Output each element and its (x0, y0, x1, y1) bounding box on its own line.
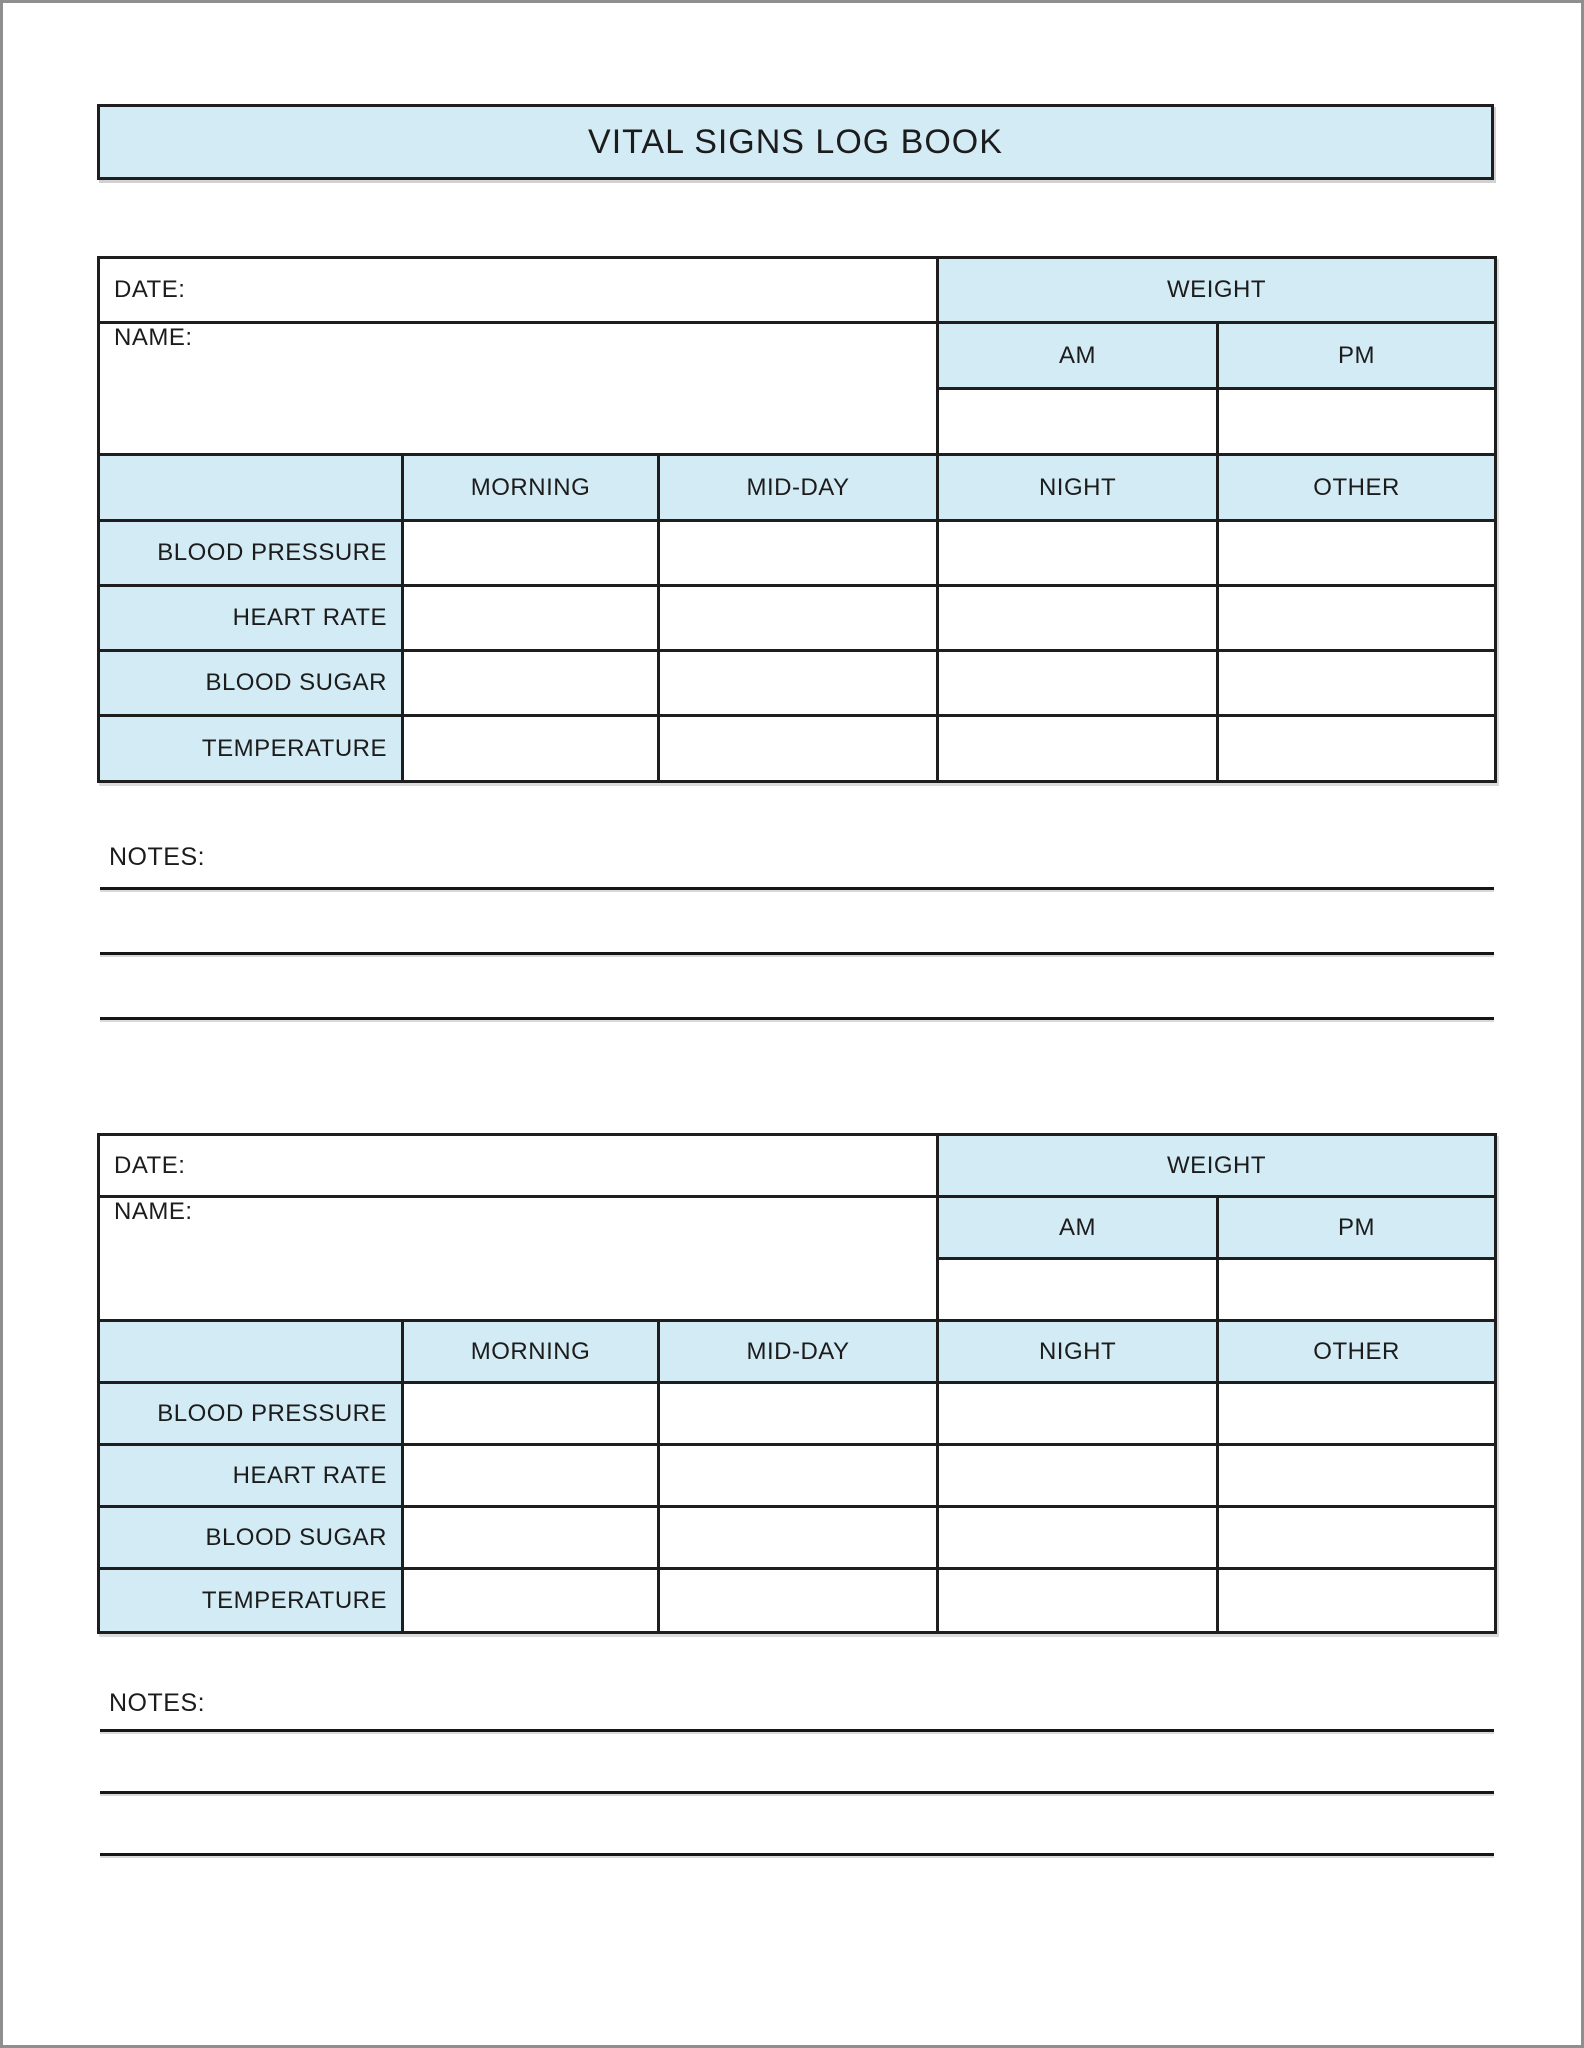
date-field[interactable] (99, 1135, 938, 1197)
value-cell[interactable] (403, 1445, 659, 1507)
value-cell[interactable] (659, 651, 938, 716)
column-header-morning (403, 1321, 659, 1383)
weight-pm-header (1218, 323, 1496, 389)
page-title: VITAL SIGNS LOG BOOK (97, 104, 1494, 180)
value-cell[interactable] (659, 716, 938, 782)
weight-header (938, 258, 1496, 323)
column-header-night (938, 455, 1218, 521)
pm-label: PM (1338, 1213, 1376, 1241)
notes-label: NOTES: (109, 1689, 206, 1717)
am-label: AM (1059, 341, 1097, 369)
value-cell[interactable] (1218, 586, 1496, 651)
column-header-mid-day (659, 1321, 938, 1383)
value-cell[interactable] (938, 1445, 1218, 1507)
value-cell[interactable] (1218, 651, 1496, 716)
notes-line[interactable] (100, 1017, 1494, 1020)
weight-header (938, 1135, 1496, 1197)
value-cell[interactable] (659, 521, 938, 586)
morning-label: MORNING (470, 473, 591, 501)
heart-rate-label: HEART RATE (232, 604, 387, 631)
column-header-morning (403, 455, 659, 521)
value-cell[interactable] (938, 521, 1218, 586)
date-field[interactable] (99, 258, 938, 323)
row-header-blood-sugar (99, 651, 403, 716)
notes-line[interactable] (100, 1729, 1494, 1732)
column-header-other (1218, 1321, 1496, 1383)
temperature-label: TEMPERATURE (201, 1586, 387, 1614)
name-field[interactable] (99, 323, 938, 455)
column-header-night (938, 1321, 1218, 1383)
value-cell[interactable] (1218, 1445, 1496, 1507)
value-cell[interactable] (1218, 1383, 1496, 1445)
row-header-temperature (99, 1569, 403, 1633)
temperature-label: TEMPERATURE (201, 734, 387, 762)
value-cell[interactable] (659, 1445, 938, 1507)
other-label: OTHER (1313, 1337, 1400, 1365)
corner-cell (99, 455, 403, 521)
heart-rate-label: HEART RATE (232, 1461, 387, 1489)
row-header-blood-sugar (99, 1507, 403, 1569)
value-cell[interactable] (403, 521, 659, 586)
value-cell[interactable] (403, 1383, 659, 1445)
weight-am-value-cell[interactable] (938, 1259, 1218, 1321)
name-field[interactable] (99, 1197, 938, 1321)
row-header-heart-rate (99, 586, 403, 651)
notes-line[interactable] (100, 887, 1494, 890)
weight-am-header (938, 323, 1218, 389)
weight-pm-value-cell[interactable] (1218, 389, 1496, 455)
value-cell[interactable] (1218, 716, 1496, 782)
morning-label: MORNING (470, 1337, 591, 1365)
name-label: NAME: (114, 324, 193, 351)
value-cell[interactable] (403, 651, 659, 716)
value-cell[interactable] (938, 1569, 1218, 1633)
corner-cell (99, 1321, 403, 1383)
value-cell[interactable] (938, 1383, 1218, 1445)
value-cell[interactable] (938, 586, 1218, 651)
weight-pm-value-cell[interactable] (1218, 1259, 1496, 1321)
weight-label: WEIGHT (1167, 276, 1267, 303)
row-header-blood-pressure (99, 521, 403, 586)
value-cell[interactable] (659, 1507, 938, 1569)
night-label: NIGHT (1038, 1337, 1117, 1365)
notes-line[interactable] (100, 1853, 1494, 1856)
value-cell[interactable] (403, 716, 659, 782)
date-label: DATE: (114, 1151, 186, 1179)
mid-day-label: MID-DAY (746, 1337, 850, 1365)
night-label: NIGHT (1038, 473, 1117, 501)
value-cell[interactable] (659, 586, 938, 651)
value-cell[interactable] (659, 1569, 938, 1633)
value-cell[interactable] (1218, 521, 1496, 586)
weight-pm-header (1218, 1197, 1496, 1259)
value-cell[interactable] (403, 586, 659, 651)
blood-pressure-label: BLOOD PRESSURE (157, 539, 387, 566)
notes-line[interactable] (100, 952, 1494, 955)
vitals-table-1 (97, 256, 1497, 783)
column-header-mid-day (659, 455, 938, 521)
value-cell[interactable] (938, 716, 1218, 782)
row-header-heart-rate (99, 1445, 403, 1507)
other-label: OTHER (1313, 473, 1400, 501)
blood-sugar-label: BLOOD SUGAR (205, 669, 387, 696)
value-cell[interactable] (1218, 1569, 1496, 1633)
value-cell[interactable] (1218, 1507, 1496, 1569)
value-cell[interactable] (938, 1507, 1218, 1569)
value-cell[interactable] (403, 1507, 659, 1569)
am-label: AM (1059, 1213, 1097, 1241)
mid-day-label: MID-DAY (746, 473, 850, 501)
value-cell[interactable] (938, 651, 1218, 716)
value-cell[interactable] (403, 1569, 659, 1633)
row-header-temperature (99, 716, 403, 782)
blood-pressure-label: BLOOD PRESSURE (157, 1399, 387, 1427)
weight-am-value-cell[interactable] (938, 389, 1218, 455)
row-header-blood-pressure (99, 1383, 403, 1445)
pm-label: PM (1338, 341, 1376, 369)
weight-label: WEIGHT (1167, 1151, 1267, 1179)
vitals-table-2 (97, 1133, 1497, 1634)
name-label: NAME: (114, 1198, 193, 1225)
value-cell[interactable] (659, 1383, 938, 1445)
blood-sugar-label: BLOOD SUGAR (205, 1523, 387, 1551)
weight-am-header (938, 1197, 1218, 1259)
date-label: DATE: (114, 276, 186, 303)
notes-label: NOTES: (109, 843, 206, 871)
column-header-other (1218, 455, 1496, 521)
notes-line[interactable] (100, 1791, 1494, 1794)
